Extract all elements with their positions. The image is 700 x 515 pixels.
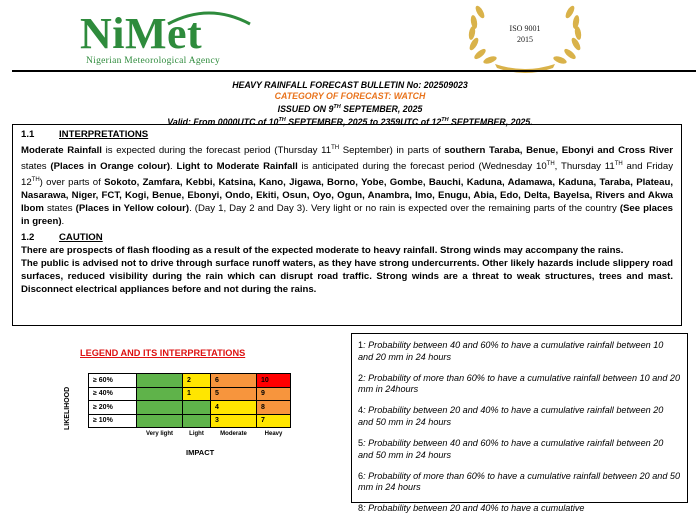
- probability-item: 1: Probability between 40 and 60% to have a cumulative rainfall between 10 and 20 mm in 24 hours: [358, 340, 664, 362]
- likelihood-label: ≥ 20%: [89, 401, 137, 415]
- caution-text-1: There are prospects of flash flooding as a result of the expected moderate to heavy rainfall. Strong winds may accompany the rains.: [21, 244, 624, 256]
- matrix-cell: 6: [211, 374, 257, 388]
- matrix-cell: 5: [211, 387, 257, 401]
- matrix-cell: [137, 387, 183, 401]
- matrix-cell: 8: [257, 401, 291, 415]
- matrix-cell: [183, 414, 211, 428]
- legend-title: LEGEND AND ITS INTERPRETATIONS: [80, 348, 246, 358]
- header-divider: [12, 70, 696, 72]
- matrix-cell: [137, 374, 183, 388]
- interpretations-heading: 1.1 INTERPRETATIONS: [21, 129, 149, 140]
- logo-wordmark: NiMet: [80, 9, 203, 58]
- probability-item: 4: Probability between 20 and 40% to have a cumulative rainfall between 20 and 50 mm in 24 hours: [358, 405, 664, 427]
- matrix-row: [89, 374, 291, 388]
- nimet-logo: [72, 6, 272, 68]
- iso-seal: [450, 2, 600, 76]
- matrix-cell: [183, 401, 211, 415]
- matrix-cell: [137, 401, 183, 415]
- matrix-cell: 2: [183, 374, 211, 388]
- interpretation-box: [12, 124, 682, 326]
- likelihood-label: ≥ 10%: [89, 414, 137, 428]
- matrix-row: [89, 387, 291, 401]
- likelihood-label: ≥ 40%: [89, 387, 137, 401]
- impact-level-row: [89, 428, 291, 440]
- impact-level: Moderate: [220, 430, 247, 437]
- probability-box: [351, 333, 688, 514]
- forecast-category: CATEGORY OF FORECAST: WATCH: [274, 91, 426, 101]
- valid-period: Valid: From 0000UTC of 10TH SEPTEMBER, 2025 to 2359UTC of 12TH SEPTEMBER, 2025.: [167, 116, 533, 127]
- caution-heading: 1.2 CAUTION: [21, 231, 103, 243]
- probability-item: 8: Probability between 20 and 40% to have a cumulative: [358, 503, 585, 514]
- matrix-row: [89, 414, 291, 428]
- logo-arc-icon: [164, 8, 254, 28]
- bulletin-title: HEAVY RAINFALL FORECAST BULLETIN No: 202509023: [232, 80, 468, 90]
- impact-level: Very light: [145, 430, 173, 437]
- probability-item: 5: Probability between 40 and 60% to have a cumulative rainfall between 20 and 50 mm in 24 hours: [358, 438, 664, 460]
- issued-date: ISSUED ON 9TH SEPTEMBER, 2025: [277, 103, 423, 114]
- matrix-cell: 1: [183, 387, 211, 401]
- matrix-cell: [137, 414, 183, 428]
- likelihood-label: ≥ 60%: [89, 374, 137, 388]
- iso-standard: ISO 9001: [509, 24, 541, 33]
- impact-axis-label: IMPACT: [186, 448, 215, 457]
- matrix-row: [89, 401, 291, 415]
- bulletin-header: [0, 80, 700, 128]
- matrix-cell: 10: [257, 374, 291, 388]
- interpretations-text: Moderate Rainfall is expected during the forecast period (Thursday 11TH September) in parts of southern Taraba, Benue, Ebonyi and Cross River states (Places in Orange colour). Light to Moderate Rainfall is anticipated during the forecast period (Wednesday 10TH, Thursday 11TH and Friday 12TH) over parts of Sokoto, Zamfara, Kebbi, Katsina, Kano, Jigawa, Borno, Yobe, Gombe, Bauchi, Kaduna, Adamawa, Kaduna, Taraba, Plateau, Nasarawa, Niger, FCT, Kogi, Benue, Ebonyi, Ondo, Ekiti, Osun, Oyo, Ogun, Anambra, Imo, Enugu, Abia, Edo, Delta, Bayelsa, Rivers and Akwa Ibom states (Places in Yellow colour). (Day 1, Day 2 and Day 3). Very light or no rain is expected over the remaining parts of the country (See places in green).: [21, 144, 674, 227]
- likelihood-axis-label: LIKELIHOOD: [64, 386, 71, 430]
- risk-matrix: [88, 373, 291, 440]
- matrix-cell: 3: [211, 414, 257, 428]
- probability-item: 6: Probability of more than 60% to have a cumulative rainfall between 20 and 50 mm in 24 hours: [358, 470, 681, 493]
- matrix-cell: 4: [211, 401, 257, 415]
- iso-year: 2015: [517, 35, 533, 44]
- probability-item: 2: Probability of more than 60% to have a cumulative rainfall between 10 and 20 mm in 24hours: [358, 372, 681, 395]
- logo-subtitle: Nigerian Meteorological Agency: [86, 56, 221, 66]
- caution-text-2: The public is advised not to drive through surface runoff waters, as they have strong undercurrents. Other likely hazards include slippery road surfaces, reduced visibility during the rain which can disrupt road traffic. Strong winds are a threat to weak structures, trees and mast. Disconnect electrical appliances before and not during the rains.: [21, 257, 673, 295]
- impact-level: Heavy: [264, 430, 283, 437]
- matrix-cell: 9: [257, 387, 291, 401]
- impact-level: Light: [189, 430, 204, 437]
- matrix-cell: 7: [257, 414, 291, 428]
